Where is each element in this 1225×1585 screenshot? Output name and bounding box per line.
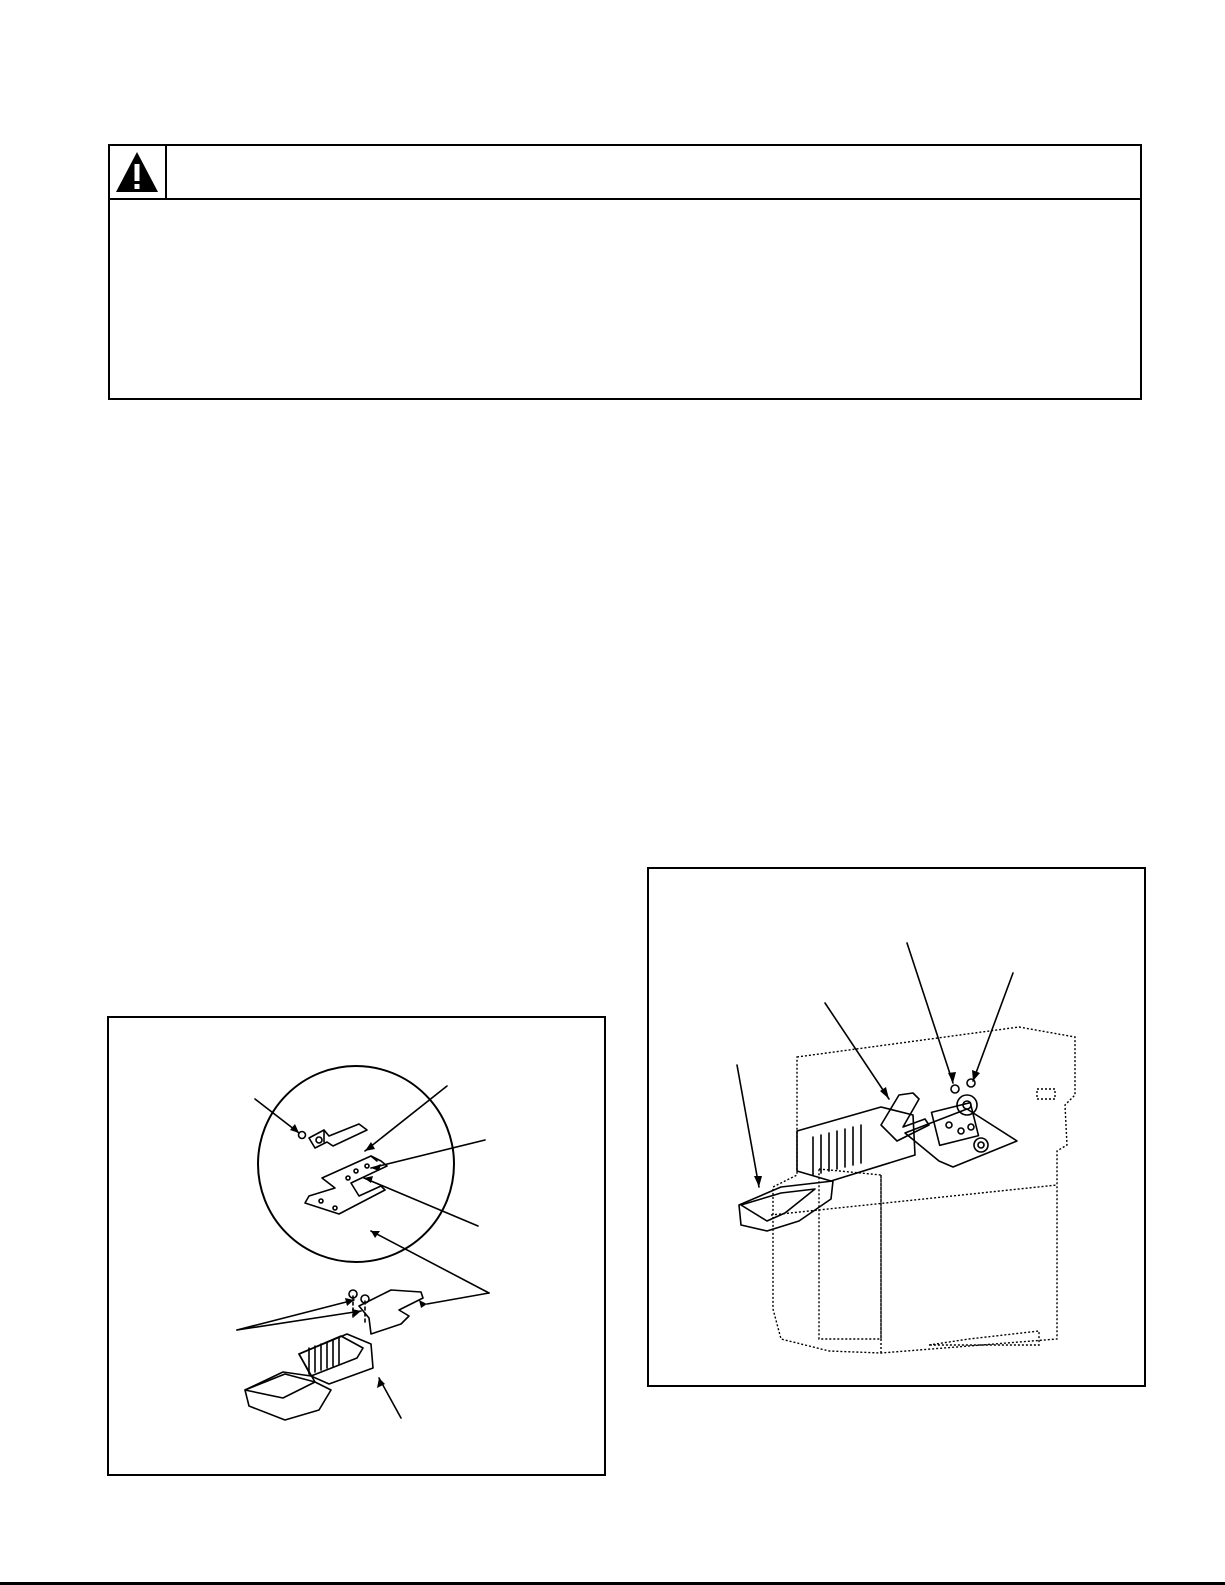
warning-header xyxy=(110,146,1140,200)
bracket-illustration xyxy=(109,1018,608,1478)
warning-icon-cell xyxy=(110,146,167,198)
dispenser-assembly-figure xyxy=(647,867,1146,1387)
warning-triangle-icon xyxy=(114,150,160,194)
dispenser-bracket-figure xyxy=(107,1016,606,1476)
assembly-illustration xyxy=(649,869,1148,1389)
warning-box xyxy=(108,144,1142,400)
